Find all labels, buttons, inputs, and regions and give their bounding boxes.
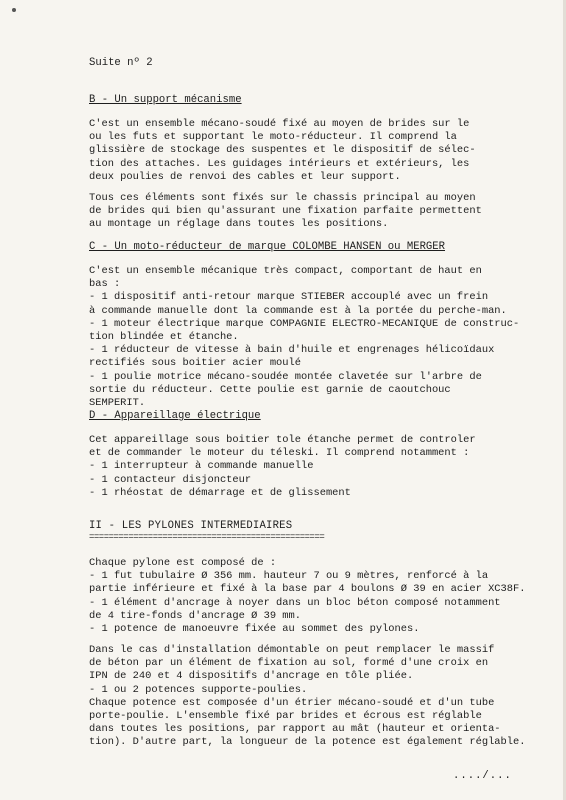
section-ii-paragraph-1 <box>89 557 559 636</box>
text-line: tion). D'autre part, la longueur de la potence est également réglable. <box>89 736 526 749</box>
text-line: et de commander le moteur du téleski. Il comprend notamment : <box>89 447 470 460</box>
text-line: Cet appareillage sous boitier tole étanche permet de controler <box>89 434 476 446</box>
paper-speck <box>12 8 16 12</box>
text-line: au montage un réglage dans toutes les positions. <box>89 218 389 231</box>
text-line: - 1 poulie motrice mécano-soudée montée clavetée sur l'arbre de <box>89 370 482 383</box>
text-line: de 4 tire-fonds d'ancrage Ø 39 mm. <box>89 609 302 622</box>
text-line: - 1 fut tubulaire Ø 356 mm. hauteur 7 ou 9 mètres, renforcé à la <box>89 570 489 583</box>
text-line: C'est un ensemble mécanique très compact, comportant de haut en <box>89 265 482 277</box>
text-line: tion blindée et étanche. <box>89 330 239 343</box>
text-line: - 1 contacteur disjoncteur <box>89 473 252 486</box>
section-b-paragraph-2 <box>89 192 559 232</box>
text-line: - 1 rhéostat de démarrage et de glissement <box>89 486 351 499</box>
text-line: partie inférieure et fixé à la base par 4 boulons Ø 39 en acier XC38F. <box>89 583 526 596</box>
text-line: Chaque pylone est composé de : <box>89 557 277 569</box>
text-line: ou les futs et supportant le moto-réducteur. Il comprend la <box>89 131 457 144</box>
section-b-paragraph-1 <box>89 118 559 184</box>
text-line: dans toutes les positions, par rapport au mât (hauteur et orienta- <box>89 723 501 736</box>
text-line: - 1 ou 2 potences supporte-poulies. <box>89 683 308 696</box>
text-line: - 1 moteur électrique marque COMPAGNIE ELECTRO-MECANIQUE de construc- <box>89 317 520 330</box>
text-line: sortie du réducteur. Cette poulie est garnie de caoutchouc <box>89 383 451 396</box>
text-line: deux poulies de renvoi des cables et leur support. <box>89 170 401 183</box>
text-line: tion des attaches. Les guidages intérieurs et extérieurs, les <box>89 157 470 170</box>
section-d-paragraph-1 <box>89 434 559 500</box>
page-header-suite: Suite nº 2 <box>89 57 153 69</box>
text-line: rectifiés sous boitier acier moulé <box>89 357 302 370</box>
text-line: à commande manuelle dont la commande est à la portée du perche-man. <box>89 304 507 317</box>
section-c-paragraph-1 <box>89 265 559 410</box>
text-line: bas : <box>89 278 121 291</box>
text-line: de brides qui bien qu'assurant une fixation parfaite permettent <box>89 205 482 218</box>
text-line: - 1 élément d'ancrage à noyer dans un bloc béton composé notamment <box>89 596 501 609</box>
text-line: de béton par un élément de fixation au sol, formé d'une croix en <box>89 657 489 670</box>
text-line: Tous ces éléments sont fixés sur le chassis principal au moyen <box>89 192 476 204</box>
text-line: - 1 dispositif anti-retour marque STIEBER accouplé avec un frein <box>89 291 489 304</box>
text-line: glissière de stockage des suspentes et le dispositif de sélec- <box>89 144 476 157</box>
text-line: Chaque potence est composée d'un étrier mécano-soudé et d'un tube <box>89 696 495 709</box>
text-line: porte-poulie. L'ensemble fixé par brides et écrous est réglable <box>89 709 482 722</box>
continued-marker: ..../... <box>453 770 512 782</box>
text-line: SEMPERIT. <box>89 396 146 409</box>
text-line: C'est un ensemble mécano-soudé fixé au moyen de brides sur le <box>89 118 470 130</box>
section-ii-underline: ================================================ <box>89 532 325 542</box>
section-d-title: D - Appareillage électrique <box>89 410 261 422</box>
text-line: Dans le cas d'installation démontable on peut remplacer le massif <box>89 644 495 656</box>
section-c-title: C - Un moto-réducteur de marque COLOMBE HANSEN ou MERGER <box>89 241 446 253</box>
section-ii-title: II - LES PYLONES INTERMEDIAIRES <box>89 520 293 532</box>
section-b-title: B - Un support mécanisme <box>89 94 242 106</box>
text-line: - 1 potence de manoeuvre fixée au sommet des pylones. <box>89 622 420 635</box>
section-ii-paragraph-2 <box>89 644 559 750</box>
text-line: IPN de 240 et 4 dispositifs d'ancrage en tôle pliée. <box>89 670 414 683</box>
text-line: - 1 interrupteur à commande manuelle <box>89 460 314 473</box>
text-line: - 1 réducteur de vitesse à bain d'huile et engrenages hélicoïdaux <box>89 344 495 357</box>
